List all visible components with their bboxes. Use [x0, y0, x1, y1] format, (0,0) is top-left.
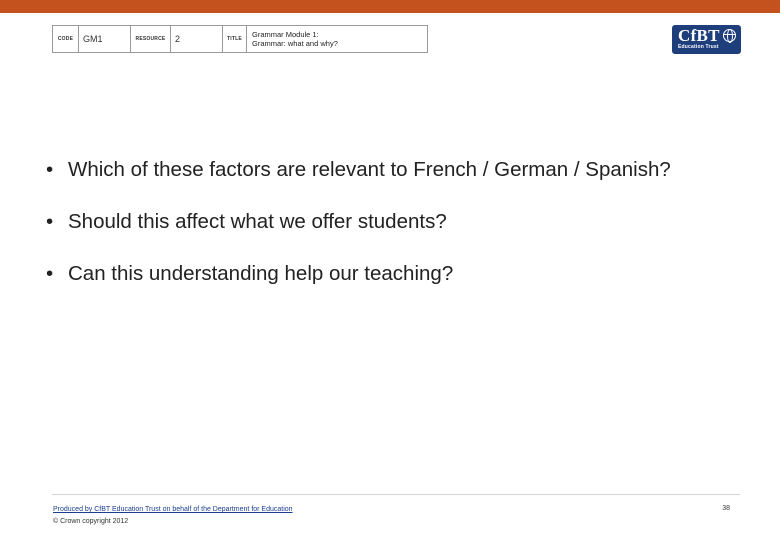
- resource-header-table: [52, 25, 428, 53]
- produced-by-link[interactable]: Produced by CfBT Education Trust on behalf of the Department for Education: [53, 506, 293, 513]
- copyright-text: © Crown copyright 2012: [53, 518, 129, 525]
- top-accent-bar: [0, 0, 780, 13]
- code-label: CODE: [53, 26, 79, 52]
- bullet-list: [46, 155, 746, 288]
- resource-label: RESOURCE: [131, 26, 171, 52]
- cfbt-logo: [672, 25, 741, 54]
- resource-value: 2: [171, 26, 223, 52]
- globe-icon: [723, 29, 736, 42]
- title-line-2: Grammar: what and why?: [252, 39, 338, 48]
- title-label: TITLE: [223, 26, 247, 52]
- title-line-1: Grammar Module 1:: [252, 30, 319, 39]
- logo-subtitle: Education Trust: [678, 44, 719, 50]
- logo-wordmark: CfBT: [678, 26, 720, 45]
- bullet-item: • Which of these factors are relevant to French / German / Spanish?: [46, 155, 688, 184]
- bullet-item: • Should this affect what we offer students?: [46, 207, 746, 236]
- title-value: [247, 26, 427, 52]
- code-value: GM1: [79, 26, 131, 52]
- footer-divider: [52, 494, 740, 495]
- page-number: 38: [722, 505, 730, 512]
- bullet-item: • Can this understanding help our teaching?: [46, 259, 746, 288]
